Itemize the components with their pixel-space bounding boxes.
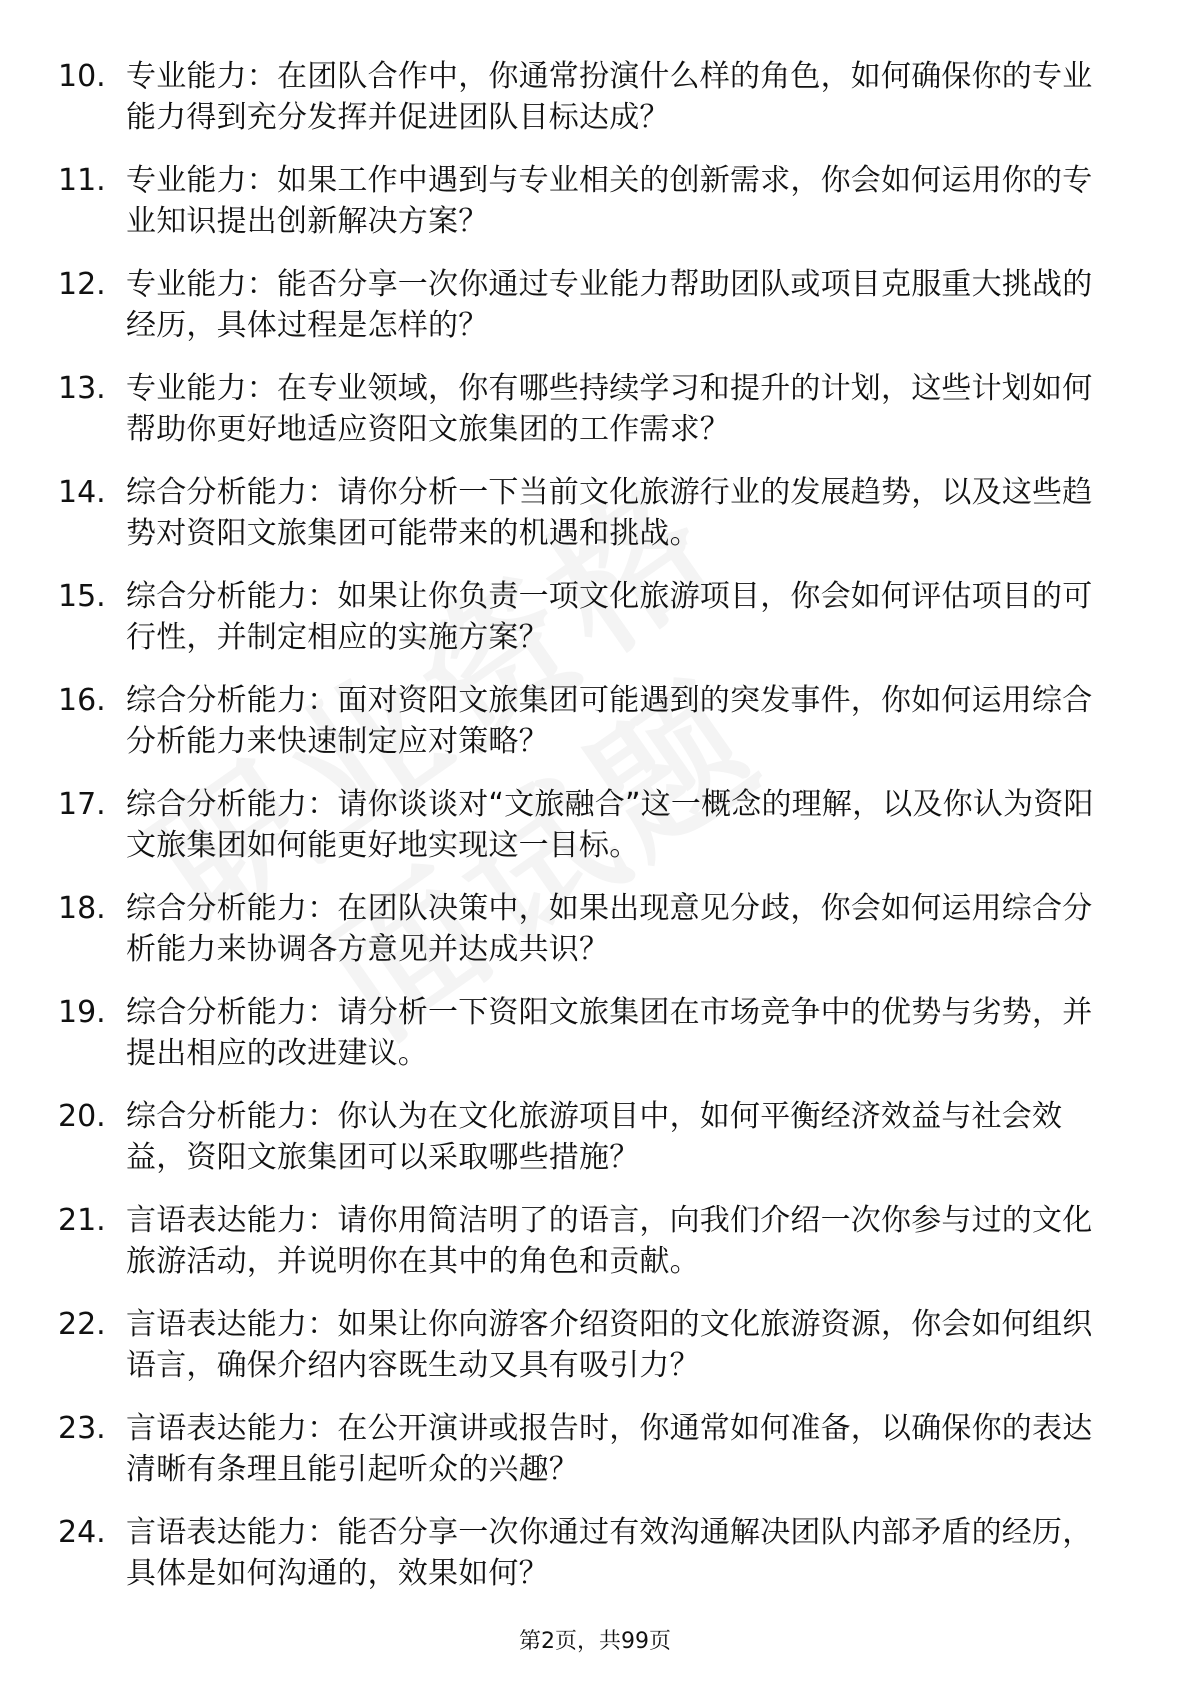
list-item [0,1408,1190,1512]
question-text: 言语表达能力：请你用简洁明了的语言，向我们介绍一次你参与过的文化旅游活动，并说明你在其中的角色和贡献。 [126,1203,1093,1279]
list-item [0,680,1190,784]
question-number: 17. [58,787,106,822]
list-item [0,472,1190,576]
list-item [0,264,1190,368]
question-text: 综合分析能力：在团队决策中，如果出现意见分歧，你会如何运用综合分析能力来协调各方意见并达成共识？ [126,891,1093,967]
question-text: 综合分析能力：请你分析一下当前文化旅游行业的发展趋势，以及这些趋势对资阳文旅集团可能带来的机遇和挑战。 [126,475,1093,551]
question-text: 专业能力：在专业领域，你有哪些持续学习和提升的计划，这些计划如何帮助你更好地适应资阳文旅集团的工作需求？ [126,371,1093,447]
question-number: 11. [58,163,106,198]
question-text: 言语表达能力：能否分享一次你通过有效沟通解决团队内部矛盾的经历，具体是如何沟通的，效果如何？ [126,1515,1093,1591]
list-item [0,368,1190,472]
question-number: 10. [58,59,106,94]
list-item [0,888,1190,992]
question-text: 综合分析能力：请分析一下资阳文旅集团在市场竞争中的优势与劣势，并提出相应的改进建议。 [126,995,1093,1071]
question-text: 专业能力：在团队合作中，你通常扮演什么样的角色，如何确保你的专业能力得到充分发挥并促进团队目标达成？ [126,59,1093,135]
question-number: 19. [58,995,106,1030]
list-item [0,160,1190,264]
question-text: 综合分析能力：面对资阳文旅集团可能遇到的突发事件，你如何运用综合分析能力来快速制定应对策略？ [126,683,1093,759]
list-item [0,1512,1190,1616]
question-number: 21. [58,1203,106,1238]
question-number: 14. [58,475,106,510]
list-item [0,56,1190,160]
question-number: 13. [58,371,106,406]
list-item [0,576,1190,680]
question-number: 15. [58,579,106,614]
list-item [0,1304,1190,1408]
question-number: 12. [58,267,106,302]
question-text: 综合分析能力：如果让你负责一项文化旅游项目，你会如何评估项目的可行性，并制定相应的实施方案？ [126,579,1093,655]
question-number: 23. [58,1411,106,1446]
question-number: 22. [58,1307,106,1342]
question-text: 言语表达能力：如果让你向游客介绍资阳的文化旅游资源，你会如何组织语言，确保介绍内容既生动又具有吸引力？ [126,1307,1093,1383]
list-item [0,784,1190,888]
question-text: 专业能力：如果工作中遇到与专业相关的创新需求，你会如何运用你的专业知识提出创新解决方案？ [126,163,1093,239]
question-text: 综合分析能力：你认为在文化旅游项目中，如何平衡经济效益与社会效益，资阳文旅集团可以采取哪些措施？ [126,1099,1063,1175]
list-item [0,1096,1190,1200]
list-item [0,992,1190,1096]
question-list [0,56,1190,1616]
question-text: 综合分析能力：请你谈谈对“文旅融合”这一概念的理解，以及你认为资阳文旅集团如何能更好地实现这一目标。 [126,787,1094,863]
question-number: 24. [58,1515,106,1550]
question-number: 18. [58,891,106,926]
page-number-footer: 第2页，共99页 [519,1629,671,1654]
question-number: 16. [58,683,106,718]
question-text: 言语表达能力：在公开演讲或报告时，你通常如何准备，以确保你的表达清晰有条理且能引起听众的兴趣？ [126,1411,1093,1487]
list-item [0,1200,1190,1304]
question-text: 专业能力：能否分享一次你通过专业能力帮助团队或项目克服重大挑战的经历，具体过程是怎样的？ [126,267,1093,343]
question-number: 20. [58,1099,106,1134]
